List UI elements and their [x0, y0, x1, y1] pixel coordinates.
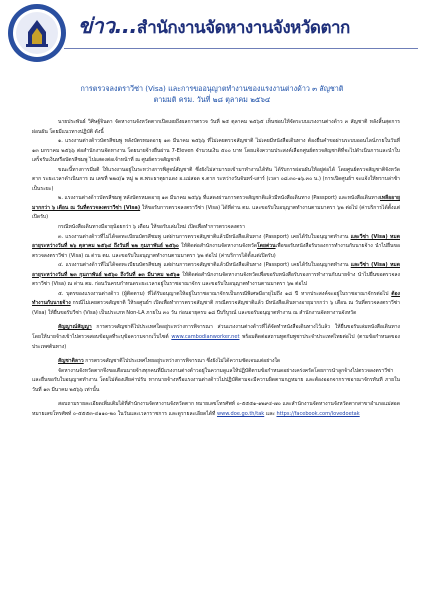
- cambodia-heading: สัญญาณ์สัญญา: [58, 324, 92, 331]
- contact-and: และ: [264, 410, 277, 417]
- item-3-urgent: โดยด่วน: [257, 243, 276, 250]
- headline-line-2: ตามมติ ครม. วันที่ ๒๘ ตุลาคม ๒๕๖๔: [153, 95, 271, 104]
- paragraph-item-3: [32, 233, 400, 262]
- item-2-rest: ให้ขอรับการตรวจลงตราวีซ่า (Visa) ได้ที่ด่าน ตม. และขอรับใบอนุญาตทำงานตามมาตรา ๖๒ ต่อไป (ค่าบริการได้ตั้งแต่เปิดรับ): [32, 204, 400, 221]
- paragraph-cambodia: [32, 323, 400, 352]
- paragraph-contact: [32, 400, 400, 419]
- paragraph-item-2: [32, 194, 400, 223]
- item-2-text: ๒. แรงงานต่างด้าวบัตรสีชมพู หลังบัตรหมดอายุ ๑๓ มีนาคม ๒๕๖๖ ที่แสดงผ่านการตรวจสัญชาติแล้วมีหนังสือเดินทาง (Passport) และหนังสือเดินทาง: [58, 195, 380, 202]
- article-body: [32, 118, 400, 419]
- laos-text: การตรวจสัญชาติไปประเทศไทยอยู่ระหว่างการพิจารณา ซึ่งยังไม่ได้ความชัดเจนแต่อย่างใด: [83, 358, 281, 365]
- news-label: ข่าว...: [78, 14, 137, 38]
- item-3-text-2: ให้ติดต่อสำนักงานจัดหางานจังหวัด: [178, 243, 258, 250]
- facebook-link[interactable]: https://facebook.com/lovedoetak: [276, 410, 360, 417]
- page-header: [0, 0, 424, 70]
- header-rule: [64, 48, 418, 49]
- item-4-highlight: และวีซ่า (Visa) หมดอายุระหว่างวันที่ ๒๓ กุมภาพันธ์ ๒๕๖๐ ถึงวันที่ ๑๓ มีนาคม ๒๕๖๑: [32, 262, 400, 278]
- paragraph-warning: จัดหางานจังหวัดตากจึงขอเตือนนายจ้างทุกคนที่มีแรงงานต่างด้าวอยู่ในความดูแลให้ปฏิบัติตามข้อกำหนดอย่างเคร่งครัดโดยการนำลูกจ้างไปตรวจลงตราวีซ่าและยื่นขอรับใบอนุญาตทำงาน โดยไม่ต้องเสียค่าปรับ หากนายจ้างหรือแรงงานต่างด้าวไม่ปฏิบัติตามจะมีความผิดตามกฎหมาย และต้องออกจากราชอาณาจักรทันที ภายในวันที่ ๑๓ มีนาคม ๒๕๖๖ เท่านั้น: [32, 367, 400, 393]
- doe-tak-link[interactable]: www.doe.go.th/tak: [217, 410, 265, 417]
- cambodian-worker-link[interactable]: www.cambodianworker.net: [171, 334, 240, 341]
- item-5-rest: กรณีไม่เคยตรวจสัญชาติ ให้รอศูนย์ฯ เปิดเพื่อทำการตรวจสัญชาติ กรณีตรวจสัญชาติแล้ว มีหนังสือเดินทางอายุมากกว่า ๖ เดือน ณ วันที่ตรวจลงตราวีซ่า (Visa) ให้ยื่นขอรับวีซ่า (Visa) เป็นประเภท Non-LA ภายใน ๓๐ วัน ก่อนอายุครบ ๑๘ ปีบริบูรณ์ และขอรับอนุญาตทำงาน ณ สำนักงานจัดหางานจังหวัด: [32, 300, 400, 316]
- item-2-highlight: เหลืออายุมากกว่า ๖ เดือน ณ วันที่ตรวจลงตราวีซ่า (Visa): [32, 195, 400, 211]
- item-5-text: ๕. บุตรของแรงงานต่างด้าว (ผู้ติดตาม) ที่ได้รับอนุญาตให้อยู่ในราชอาณาจักรเป็นกรณีพิเศษมีอายุไม่ถึง ๑๘ ปี หากประสงค์จะอยู่ในราชอาณาจักรต่อไป: [58, 290, 392, 297]
- paragraph-item-2-note: กรณีหนังสือเดินทางมีอายุน้อยกว่า ๖ เดือน ให้ขอรับเล่มใหม่ เปิดเพื่อทำการตรวจลงตรา: [58, 224, 245, 231]
- paragraph-item-1: ๑. แรงงานต่างด้าวบัตรสีชมพู หลังบัตรหมดอายุ ๑๓ มีนาคม ๒๕๖๖ ที่ไม่เคยตรวจสัญชาติ ไม่เคยมีหนังสือเดินทาง ต้องยื่นคำขอผ่านระบบออนไลน์ภายในวันที่ ๑๓ มกราคม ๒๕๖๖ ต่อสำนักงานจัดหางาน โดยนายจ้างยื่นผ่าน 7-Eleven จำนวนเงิน ๕๐๐ บาท โดยแจ้งความประสงค์เลือกศูนย์ตรวจสัญชาติที่จะไปดำเนินการและนำใบเสร็จรับเงินหรือบัตรสีชมพู ไปแสดงต่อเจ้าหน้าที่ ณ ศูนย์ตรวจสัญชาติ: [32, 138, 400, 164]
- cambodia-rest: พร้อมติดต่อสถานทูตกัมพูชาประจำประเทศไทยต่อไป (ตามข้อกำหนดของประเทศต้นทาง): [32, 334, 400, 350]
- item-4-text: ๔. แรงงานต่างด้าวที่ไม่ได้จดทะเบียนบัตรสีชมพู แต่ผ่านการตรวจสัญชาติแล้วมีหนังสือเดินทาง (Passport) เคยได้รับใบอนุญาตทำงาน: [58, 262, 351, 269]
- paragraph-item-1-note: ขณะนี้ทางการมีมติ ให้แรงงานอยู่ในระหว่างการพิสูจน์สัญชาติ ซึ่งยังไม่สามารถเข้ามาทำงานได้ทัน ได้รับการผ่อนผันให้อยู่ต่อได้ โดยศูนย์ตรวจสัญชาติจังหวัดตาก ระยะเวลาดำเนินการ ณ เลขที่ ๒๒๔/๑ หมู่ ๒ ต.พระธาตุผาแดง อ.แม่สอด จ.ตาก ระหว่างวันจันทร์-เสาร์ (เวลา ๐๘.๓๐-๑๖.๓๐ น.) (การเปิดศูนย์ฯ จะแจ้งให้ทราบล่าช้าเป็นระยะ): [32, 166, 400, 192]
- header-title: [78, 10, 350, 43]
- item-4-rest: ให้ติดต่อสำนักงานจัดหางานจังหวัดเพื่อขอรับหนังสือรับรองการทำงานกับนายจ้าง นำไปยื่นขอตรวจลงตราวีซ่า (Visa) ณ ด่าน ตม. ก่อนวันครบกำหนดระยะเวลาอยู่ในราชอาณาจักร และขอรับใบอนุญาตทำงานตามมาตรา ๖๒ ต่อไป: [32, 271, 400, 288]
- item-3-rest: เพื่อขอรับหนังสือรับรองการทำงานกับนายจ้าง นำไปยื่นขอตรวจลงตราวีซ่า (Visa) ณ ด่าน ตม. และขอรับใบอนุญาตทำงานตามมาตรา ๖๒ ต่อไป (ค่าบริการได้ตั้งแต่เปิดรับ): [32, 243, 400, 259]
- office-name: สำนักงานจัดหางานจังหวัดตาก: [136, 18, 350, 38]
- cambodia-text: การตรวจสัญชาติไปประเทศใดอยู่ระหว่างการพิจารณา ส่วนแรงงานต่างด้าวที่ได้จัดทำหนังสือเดินทางไว้แล้ว ให้ยื่นขอรับเล่มหนังสือเดินทาง โดยให้นายจ้างเข้าไปตรวจสอบข้อมูลที่ระบุข้อความจากเว็บไซต์: [32, 324, 400, 341]
- item-3-highlight: และวีซ่า (Visa) หมดอายุระหว่างวันที่ ๒๖ ตุลาคม ๒๕๖๔ ถึงวันที่ ๒๒ กุมภาพันธ์ ๒๕๖๐: [32, 233, 400, 250]
- headline-line-1: การตรวจลงตราวีซ่า (Visa) และการขออนุญาตทำงานของแรงงานต่างด้าว ๓ สัญชาติ: [80, 84, 344, 93]
- paragraph-intro: นายประพันธ์ วิศิษฐ์จินดา จัดหางานจังหวัดตากเปิดเผยถึงผลการตรวจ วันที่ ๒๕ ตุลาคม ๒๕๖๕ เห็นชอบให้จัดระบบแรงงานต่างด้าว ๓ สัญชาติ หลังสิ้นสุดการผ่อนผัน โดยมีแนวทางปฏิบัติ ดังนี้: [32, 119, 400, 135]
- contact-text: สอบถามรายละเอียดเพิ่มเติมได้ที่สำนักงานจัดหางานจังหวัดตาก หมายเลขโทรศัพท์ ๐-๕๕๕๑-๑๒๙๔-๗๐ และสำนักงานจัดหางานจังหวัดตากสาขาอำเภอแม่สอด หมายเลขโทรศัพท์ ๐-๕๕๕๓-๔๑๑๐-๒๐ ในวันและเวลาราชการ และดูรายละเอียดได้ที่: [32, 401, 400, 417]
- laos-heading: สัญชาติลาว: [58, 358, 84, 365]
- department-logo: [6, 2, 68, 66]
- paragraph-laos: [32, 357, 400, 367]
- item-3-text: ๓. แรงงานต่างด้าวที่ไม่ได้จดทะเบียนบัตรสีชมพู แต่ผ่านการตรวจสัญชาติแล้วมีหนังสือเดินทาง (Passport) เคยได้รับใบอนุญาตทำงาน: [58, 233, 351, 240]
- paragraph-item-5: [32, 290, 400, 319]
- paragraph-item-4: [32, 261, 400, 290]
- item-5-highlight: ต้องทำงานกับนายจ้าง: [32, 290, 400, 307]
